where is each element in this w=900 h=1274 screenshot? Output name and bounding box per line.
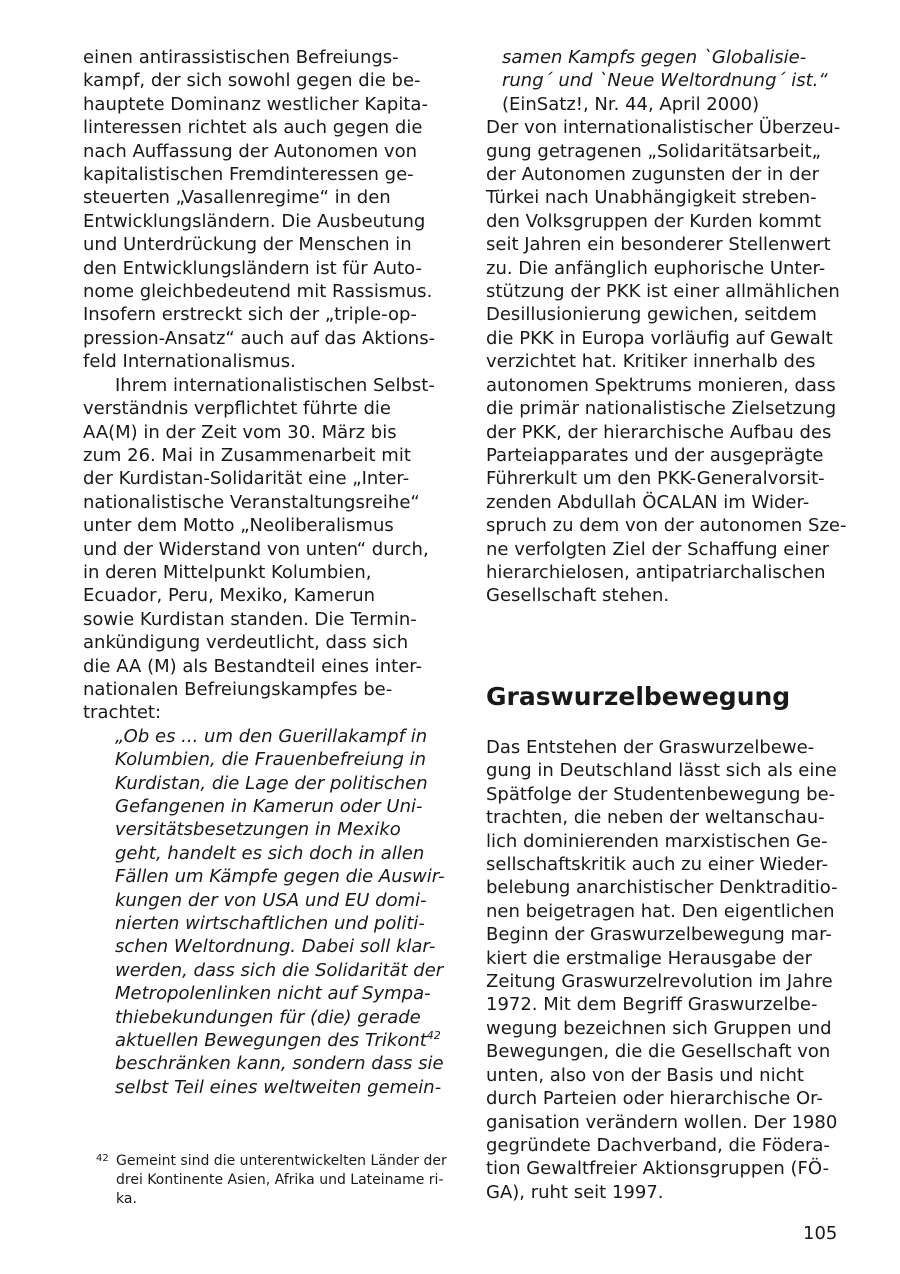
text-line: zum 26. Mai in Zusammenarbeit mit	[83, 444, 411, 466]
text-line: kiert die erstmalige Herausgabe der	[486, 947, 813, 969]
block-quote-continued	[486, 46, 840, 93]
text-line: die PKK in Europa vorläufig auf Gewalt	[486, 327, 833, 349]
text-line: Türkei nach Unabhängigkeit streben-	[486, 187, 817, 209]
section-heading: Graswurzelbewegung	[486, 682, 791, 711]
quote-line: selbst Teil eines weltweiten gemein-	[115, 1076, 442, 1098]
right-paragraph-1	[486, 116, 847, 608]
text-line: ankündigung verdeutlicht, dass sich	[83, 632, 409, 654]
quote-line: Kurdistan, die Lage der politischen	[115, 772, 428, 794]
footnote-reference[interactable]: 42	[426, 1029, 441, 1043]
text-line: nach Auffassung der Autonomen von	[83, 140, 417, 162]
text-line: nationalen Befreiungskampfes be-	[83, 678, 393, 700]
footnote-number: 42	[96, 1153, 109, 1164]
text-line: Ihrem internationalistischen Selbst-	[115, 374, 435, 396]
text-line: der PKK, der hierarchische Aufbau des	[486, 421, 832, 443]
text-line: Spätfolge der Studentenbewegung be-	[486, 783, 836, 805]
quote-line: Kolumbien, die Frauenbefreiung in	[115, 749, 427, 771]
text-line: den Entwicklungsländern ist für Auto-	[83, 257, 422, 279]
text-line: Parteiapparates und der ausgeprägte	[486, 444, 824, 466]
quote-line: samen Kampfs gegen `Globalisie-	[502, 47, 807, 68]
left-paragraph-1	[83, 46, 451, 374]
text-line: trachten, die neben der weltanschau-	[486, 807, 825, 829]
text-line: kapitalistischen Fremdinteressen ge-	[83, 164, 414, 186]
footnote-line: drei Kontinente Asien, Afrika und Lateiname ri-	[116, 1172, 444, 1188]
text-line: belebung anarchistischer Denktraditio-	[486, 877, 838, 899]
left-column	[83, 46, 451, 1099]
text-line: lich dominierenden marxistischen Ge-	[486, 830, 828, 852]
text-line: 1972. Mit dem Begriff Graswurzelbe-	[486, 994, 818, 1016]
text-line: der Autonomen zugunsten der in der	[486, 164, 819, 186]
quote-line: rung´ und `Neue Weltordnung´ ist.“	[502, 70, 828, 92]
text-line: sellschaftskritik auch zu einer Wieder-	[486, 854, 829, 876]
text-line: nen beigetragen hat. Den eigentlichen	[486, 900, 835, 922]
text-line: gung in Deutschland lässt sich als eine	[486, 760, 837, 782]
text-line: gegründete Dachverband, die Födera-	[486, 1134, 830, 1156]
text-line: kampf, der sich sowohl gegen die be-	[83, 70, 421, 92]
text-line: einen antirassistischen Befreiungs-	[83, 47, 399, 68]
text-line: nome gleichbedeutend mit Rassismus.	[83, 281, 433, 303]
text-line: zenden Abdullah ÖCALAN im Wider-	[486, 491, 810, 513]
quote-line: Metropolenlinken nicht auf Sympa-	[115, 983, 431, 1005]
text-line: Das Entstehen der Graswurzelbewe-	[486, 737, 815, 758]
footnote	[96, 1152, 456, 1209]
quote-line: werden, dass sich die Solidarität der	[115, 959, 444, 981]
text-line: Ecuador, Peru, Mexiko, Kamerun	[83, 585, 376, 607]
quote-line: Fällen um Kämpfe gegen die Auswir-	[115, 866, 445, 888]
text-line: AA(M) in der Zeit vom 30. März bis	[83, 421, 397, 443]
right-column	[486, 46, 847, 608]
text-line: Gesellschaft stehen.	[486, 585, 670, 607]
text-line: sowie Kurdistan standen. Die Termin-	[83, 608, 417, 630]
quote-line: versitätsbesetzungen in Mexiko	[115, 819, 401, 841]
text-line: spruch zu dem von der autonomen Sze-	[486, 515, 847, 537]
quote-line	[115, 1029, 451, 1052]
quote-line: geht, handelt es sich doch in allen	[115, 842, 425, 864]
text-line: trachtet:	[83, 702, 162, 724]
text-line: Insofern erstreckt sich der „triple-op-	[83, 304, 417, 326]
text-line: unten, also von der Basis und nicht	[486, 1064, 804, 1086]
footnote-line: ka.	[116, 1191, 137, 1207]
text-line: Der von internationalistischer Überzeu-	[486, 117, 841, 139]
text-line: und Unterdrückung der Menschen in	[83, 234, 412, 256]
quote-line: beschränken kann, sondern dass sie	[115, 1053, 444, 1075]
text-line: GA), ruht seit 1997.	[486, 1181, 664, 1203]
text-line: linteressen richtet als auch gegen die	[83, 117, 423, 139]
text-line: durch Parteien oder hierarchische Or-	[486, 1088, 823, 1110]
text-line: steuerten „Vasallenregime“ in den	[83, 187, 391, 209]
quote-line: „Ob es ... um den Guerillakampf in	[115, 725, 428, 747]
text-line: den Volksgruppen der Kurden kommt	[486, 210, 822, 232]
text-line: in deren Mittelpunkt Kolumbien,	[83, 561, 372, 583]
quote-line: Gefangenen in Kamerun oder Uni-	[115, 796, 423, 817]
text-line: die AA (M) als Bestandteil eines inter-	[83, 655, 423, 677]
text-line: stützung der PKK ist einer allmählichen	[486, 281, 840, 303]
block-quote	[83, 725, 451, 1100]
right-paragraph-2	[486, 736, 840, 1204]
right-column-section	[486, 736, 840, 1204]
text-line: Führerkult um den PKK-Generalvorsit-	[486, 468, 825, 490]
quote-line: thiebekundungen für (die) gerade	[115, 1006, 421, 1028]
footnote-line: Gemeint sind die unterentwickelten Länder der	[116, 1153, 447, 1169]
text-line: Desillusionierung gewichen, seitdem	[486, 304, 817, 326]
text-line: autonomen Spektrums monieren, dass	[486, 374, 836, 396]
text-line: hierarchielosen, antipatriarchalischen	[486, 561, 826, 583]
text-line: seit Jahren ein besonderer Stellenwert	[486, 234, 831, 256]
quote-line: kungen der von USA und EU domi-	[115, 889, 427, 911]
text-line: Entwicklungsländern. Die Ausbeutung	[83, 210, 426, 232]
text-line: und der Widerstand von unten“ durch,	[83, 538, 429, 560]
quote-line: nierten wirtschaftlichen und politi-	[115, 913, 425, 935]
text-line: ne verfolgten Ziel der Schaffung einer	[486, 538, 830, 560]
text-line: verständnis verpflichtet führte die	[83, 398, 391, 420]
text-line: hauptete Dominanz westlicher Kapita-	[83, 93, 428, 115]
text-line: verzichtet hat. Kritiker innerhalb des	[486, 351, 816, 373]
text-line: Zeitung Graswurzelrevolution im Jahre	[486, 971, 833, 993]
page-number: 105	[803, 1223, 838, 1244]
text-line: die primär nationalistische Zielsetzung	[486, 398, 837, 420]
text-line: gung getragenen „Solidaritätsarbeit„	[486, 140, 821, 162]
text-line: nationalistische Veranstaltungsreihe“	[83, 491, 420, 513]
text-line: wegung bezeichnen sich Gruppen und	[486, 1017, 832, 1039]
quote-text: aktuellen Bewegungen des Trikont	[115, 1030, 427, 1052]
text-line: feld Internationalismus.	[83, 351, 296, 373]
source-line: (EinSatz!, Nr. 44, April 2000)	[502, 93, 760, 115]
text-line: unter dem Motto „Neoliberalismus	[83, 515, 394, 537]
text-line: zu. Die anfänglich euphorische Unter-	[486, 257, 826, 279]
text-line: tion Gewaltfreier Aktionsgruppen (FÖ-	[486, 1158, 830, 1180]
text-line: der Kurdistan-Solidarität eine „Inter-	[83, 468, 410, 490]
text-line: Bewegungen, die die Gesellschaft von	[486, 1041, 831, 1063]
text-line: pression-Ansatz“ auch auf das Aktions-	[83, 327, 436, 349]
left-paragraph-2	[83, 374, 451, 725]
quote-line: schen Weltordnung. Dabei soll klar-	[115, 936, 436, 958]
text-line: ganisation verändern wollen. Der 1980	[486, 1111, 838, 1133]
quote-source	[486, 93, 840, 116]
text-line: Beginn der Graswurzelbewegung mar-	[486, 924, 832, 946]
